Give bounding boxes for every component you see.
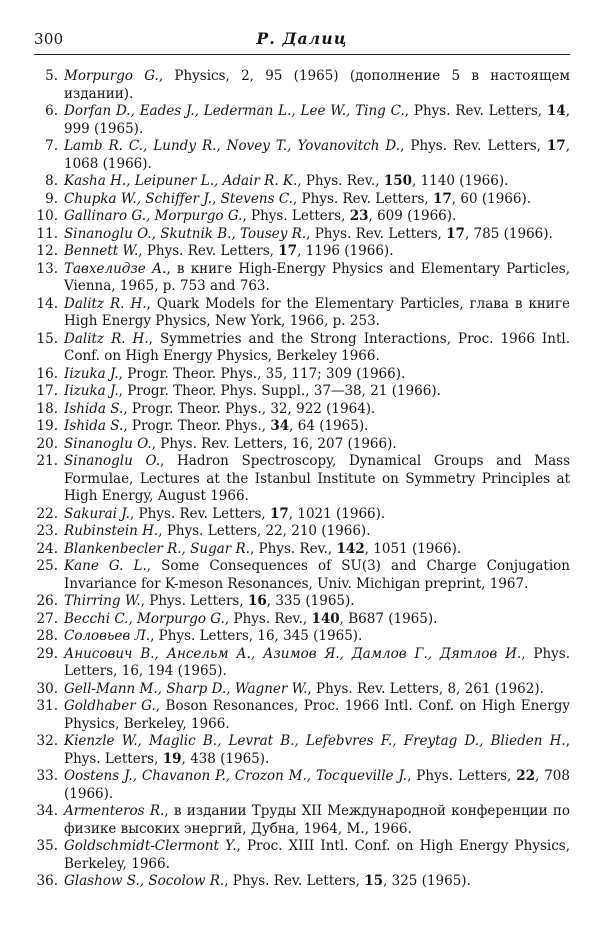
- reference-authors: Sinanoglu O.: [64, 435, 152, 452]
- reference-citation: , Phys. Rev. Letters,: [224, 873, 365, 889]
- reference-citation: , Progr. Theor. Phys. Suppl., 37—38, 21 (1966).: [118, 383, 441, 399]
- reference-authors: Oostens J., Chavanon P., Crozon M., Tocqueville J.: [64, 768, 408, 784]
- reference-number: 10.: [36, 208, 58, 224]
- reference-volume: 17: [433, 190, 452, 207]
- reference-item: [34, 138, 570, 173]
- reference-authors: Bennett W.: [64, 243, 139, 259]
- reference-item: [34, 733, 570, 768]
- reference-number: 32.: [36, 733, 58, 749]
- reference-item: [34, 628, 570, 646]
- reference-citation: , Phys. Rev. Letters,: [306, 225, 447, 242]
- reference-citation: , Phys. Rev. Letters,: [138, 243, 279, 259]
- reference-item: [34, 296, 570, 331]
- reference-volume: 15: [364, 873, 384, 889]
- reference-item: [34, 698, 570, 733]
- reference-authors: Iizuka J.: [64, 383, 119, 399]
- reference-authors: Thirring W.: [64, 593, 141, 609]
- reference-item: [34, 173, 570, 191]
- reference-item: [34, 803, 570, 838]
- reference-citation: , Phys. Letters,: [242, 208, 350, 224]
- reference-item: [34, 768, 570, 803]
- reference-authors: Тавхелидзе А.: [64, 260, 167, 277]
- reference-citation-tail: , 60 (1966).: [451, 190, 532, 207]
- reference-authors: Анисович В., Ансельм А., Азимов Я., Дамлов Г., Дятлов И.: [64, 645, 522, 662]
- reference-item: [34, 541, 570, 559]
- reference-citation: , Phys. Letters,: [140, 593, 248, 609]
- reference-number: 22.: [36, 505, 58, 522]
- reference-citation: , Some Consequences of SU(3) and Charge Conjugation Invariance for K-meson Resonances, Univ. Michigan preprint, 1967.: [64, 558, 570, 592]
- reference-authors: Iizuka J.: [64, 365, 119, 382]
- reference-authors: Armenteros R.: [64, 803, 165, 819]
- reference-citation: , Progr. Theor. Phys., 32, 922 (1964).: [123, 400, 376, 417]
- reference-number: 7.: [45, 138, 58, 154]
- reference-item: [34, 331, 570, 366]
- reference-number: 20.: [36, 435, 58, 452]
- reference-item: [34, 68, 570, 103]
- reference-item: [34, 191, 570, 209]
- reference-number: 24.: [36, 540, 58, 557]
- reference-number: 12.: [36, 243, 58, 259]
- reference-citation-tail: , 785 (1966).: [464, 225, 553, 242]
- reference-authors: Kasha H., Leipuner L., Adair R. K.: [64, 173, 298, 189]
- reference-item: [34, 383, 570, 401]
- reference-citation: , Hadron Spectroscopy, Dynamical Groups and Mass Formulae, Lectures at the Istanbul Institute on Symmetry Principles at High Energy, August 1966.: [64, 453, 570, 504]
- reference-citation-tail: , 325 (1965).: [383, 873, 471, 889]
- reference-item: [34, 226, 570, 244]
- reference-citation: , Phys. Rev.,: [249, 540, 337, 557]
- reference-number: 36.: [36, 873, 58, 889]
- reference-authors: Lamb R. C., Lundy R., Novey T., Yovanovitch D.: [64, 138, 401, 154]
- reference-number: 9.: [45, 190, 58, 207]
- reference-authors: Rubinstein H.: [64, 523, 159, 539]
- reference-authors: Соловьев Л.: [64, 628, 151, 644]
- reference-item: [34, 366, 570, 384]
- reference-item: [34, 506, 570, 524]
- reference-item: [34, 646, 570, 681]
- reference-citation: , Progr. Theor. Phys.,: [123, 418, 271, 434]
- reference-citation-tail: , 999 (1965).: [64, 103, 570, 137]
- reference-citation-tail: , 1068 (1966).: [64, 138, 570, 172]
- reference-citation: , Phys. Letters,: [64, 733, 570, 767]
- reference-citation: , Phys. Rev. Letters,: [404, 103, 547, 119]
- reference-citation-tail: , 1196 (1966).: [297, 243, 394, 259]
- reference-item: [34, 523, 570, 541]
- reference-number: 19.: [36, 418, 58, 434]
- reference-authors: Kienzle W., Maglic B., Levrat B., Lefebvres F., Freytag D., Blieden H.: [64, 733, 566, 749]
- reference-citation: , Phys. Letters,: [407, 768, 517, 784]
- reference-number: 6.: [45, 103, 58, 119]
- reference-authors: Kane G. L.: [64, 558, 147, 574]
- reference-authors: Morpurgo G.: [64, 68, 159, 84]
- reference-number: 23.: [36, 523, 58, 539]
- reference-volume: 22: [516, 768, 536, 784]
- reference-item: [34, 558, 570, 593]
- reference-number: 29.: [36, 645, 58, 662]
- reference-volume: 23: [349, 208, 369, 224]
- page-number: 300: [34, 30, 64, 48]
- reference-citation: , в издании Труды XII Международной конференции по физике высоких энергий, Дубна, 1964, М., 1966.: [64, 803, 571, 837]
- reference-authors: Sinanoglu O.: [64, 453, 161, 469]
- reference-item: [34, 593, 570, 611]
- reference-volume: 19: [162, 750, 182, 767]
- reference-number: 35.: [36, 838, 58, 854]
- reference-authors: Becchi C., Morpurgo G.: [64, 610, 225, 627]
- reference-citation: , Phys. Rev. Letters,: [400, 138, 547, 154]
- reference-item: [34, 261, 570, 296]
- reference-item: [34, 611, 570, 629]
- reference-citation: , Physics, 2, 95 (1965) (дополнение 5 в настоящем издании).: [64, 68, 570, 102]
- reference-list: [34, 68, 570, 891]
- header-rule: [34, 54, 570, 55]
- reference-item: [34, 873, 570, 891]
- reference-citation: , Phys. Rev. Letters, 8, 261 (1962).: [307, 680, 544, 697]
- reference-item: [34, 436, 570, 454]
- reference-number: 25.: [36, 558, 58, 574]
- reference-volume: 17: [546, 138, 566, 154]
- reference-citation: , Phys. Rev.,: [297, 173, 384, 189]
- reference-item: [34, 103, 570, 138]
- reference-volume: 142: [336, 540, 365, 557]
- reference-authors: Sinanoglu O., Skutnik B., Tousey R.: [64, 225, 307, 242]
- reference-authors: Ishida S.: [64, 418, 124, 434]
- reference-volume: 34: [270, 418, 290, 434]
- reference-citation-tail: , 438 (1965).: [181, 750, 270, 767]
- reference-item: [34, 838, 570, 873]
- reference-authors: Chupka W., Schiffer J., Stevens C.: [64, 190, 293, 207]
- reference-citation: , Phys. Rev. Letters, 16, 207 (1966).: [151, 435, 397, 452]
- reference-authors: Sakurai J.: [64, 505, 130, 522]
- reference-number: 5.: [45, 68, 58, 84]
- reference-number: 11.: [36, 225, 58, 242]
- reference-number: 28.: [36, 628, 58, 644]
- reference-authors: Glashow S., Socolow R.: [64, 873, 225, 889]
- reference-citation: , Phys. Rev. Letters,: [292, 190, 433, 207]
- reference-authors: Blankenbecler R., Sugar R.: [64, 540, 250, 557]
- reference-citation: , в книге High-Energy Physics and Elementary Particles, Vienna, 1965, p. 753 and 763.: [64, 260, 570, 294]
- reference-number: 34.: [36, 803, 58, 819]
- reference-authors: Dalitz R. H.: [64, 330, 149, 347]
- reference-citation: , Proc. XIII Intl. Conf. on High Energy Physics, Berkeley, 1966.: [64, 838, 570, 872]
- reference-number: 31.: [36, 698, 58, 714]
- reference-citation: , Phys. Letters, 16, 345 (1965).: [150, 628, 363, 644]
- reference-item: [34, 243, 570, 261]
- reference-item: [34, 453, 570, 506]
- reference-citation-tail: , 1051 (1966).: [364, 540, 462, 557]
- reference-citation: , Progr. Theor. Phys., 35, 117; 309 (1966).: [118, 365, 406, 382]
- reference-number: 30.: [36, 680, 58, 697]
- reference-volume: 16: [247, 593, 267, 609]
- reference-number: 17.: [36, 383, 58, 399]
- reference-number: 8.: [45, 173, 58, 189]
- reference-number: 27.: [36, 610, 58, 627]
- reference-item: [34, 401, 570, 419]
- reference-volume: 17: [446, 225, 465, 242]
- reference-number: 16.: [36, 365, 58, 382]
- reference-citation-tail: , 335 (1965).: [266, 593, 355, 609]
- reference-citation-tail: , 609 (1966).: [368, 208, 457, 224]
- reference-volume: 14: [546, 103, 566, 119]
- reference-citation: , Phys. Letters, 16, 194 (1965).: [64, 645, 570, 679]
- reference-authors: Ishida S.: [64, 400, 124, 417]
- reference-number: 14.: [36, 295, 58, 312]
- reference-number: 21.: [36, 453, 58, 469]
- reference-number: 13.: [36, 260, 58, 277]
- reference-authors: Dorfan D., Eades J., Lederman L., Lee W., Ting C.: [64, 103, 405, 119]
- reference-citation-tail: , 708 (1966).: [64, 768, 570, 802]
- reference-item: [34, 418, 570, 436]
- reference-citation: , Symmetries and the Strong Interactions, Proc. 1966 Intl. Conf. on High Energy Physics, Berkeley 1966.: [64, 330, 570, 364]
- reference-citation: , Boson Resonances, Proc. 1966 Intl. Conf. on High Energy Physics, Berkeley, 1966.: [64, 698, 570, 732]
- page-header: [34, 28, 570, 52]
- reference-number: 15.: [36, 330, 58, 347]
- reference-citation: , Phys. Rev. Letters,: [129, 505, 270, 522]
- reference-volume: 17: [269, 505, 289, 522]
- reference-authors: Gallinaro G., Morpurgo G.: [64, 208, 243, 224]
- reference-number: 33.: [36, 768, 58, 784]
- reference-volume: 140: [311, 610, 340, 627]
- reference-citation: , Phys. Letters, 22, 210 (1966).: [158, 523, 371, 539]
- reference-authors: Gell-Mann M., Sharp D., Wagner W.: [64, 680, 308, 697]
- reference-citation-tail: , 1021 (1966).: [288, 505, 386, 522]
- reference-number: 26.: [36, 593, 58, 609]
- reference-item: [34, 208, 570, 226]
- reference-citation: , Quark Models for the Elementary Particles, глава в книге High Energy Physics, New York, 1966, p. 253.: [64, 295, 570, 329]
- running-title: Р. Далиц: [256, 29, 348, 48]
- reference-authors: Goldschmidt-Clermont Y.: [64, 838, 237, 854]
- reference-citation-tail: , B687 (1965).: [339, 610, 438, 627]
- reference-volume: 150: [383, 173, 412, 189]
- reference-citation-tail: , 64 (1965).: [289, 418, 369, 434]
- reference-authors: Dalitz R. H.: [64, 295, 147, 312]
- reference-citation: , Phys. Rev.,: [224, 610, 312, 627]
- reference-authors: Goldhaber G.: [64, 698, 156, 714]
- reference-item: [34, 681, 570, 699]
- reference-citation-tail: , 1140 (1966).: [412, 173, 509, 189]
- reference-volume: 17: [278, 243, 298, 259]
- reference-number: 18.: [36, 400, 58, 417]
